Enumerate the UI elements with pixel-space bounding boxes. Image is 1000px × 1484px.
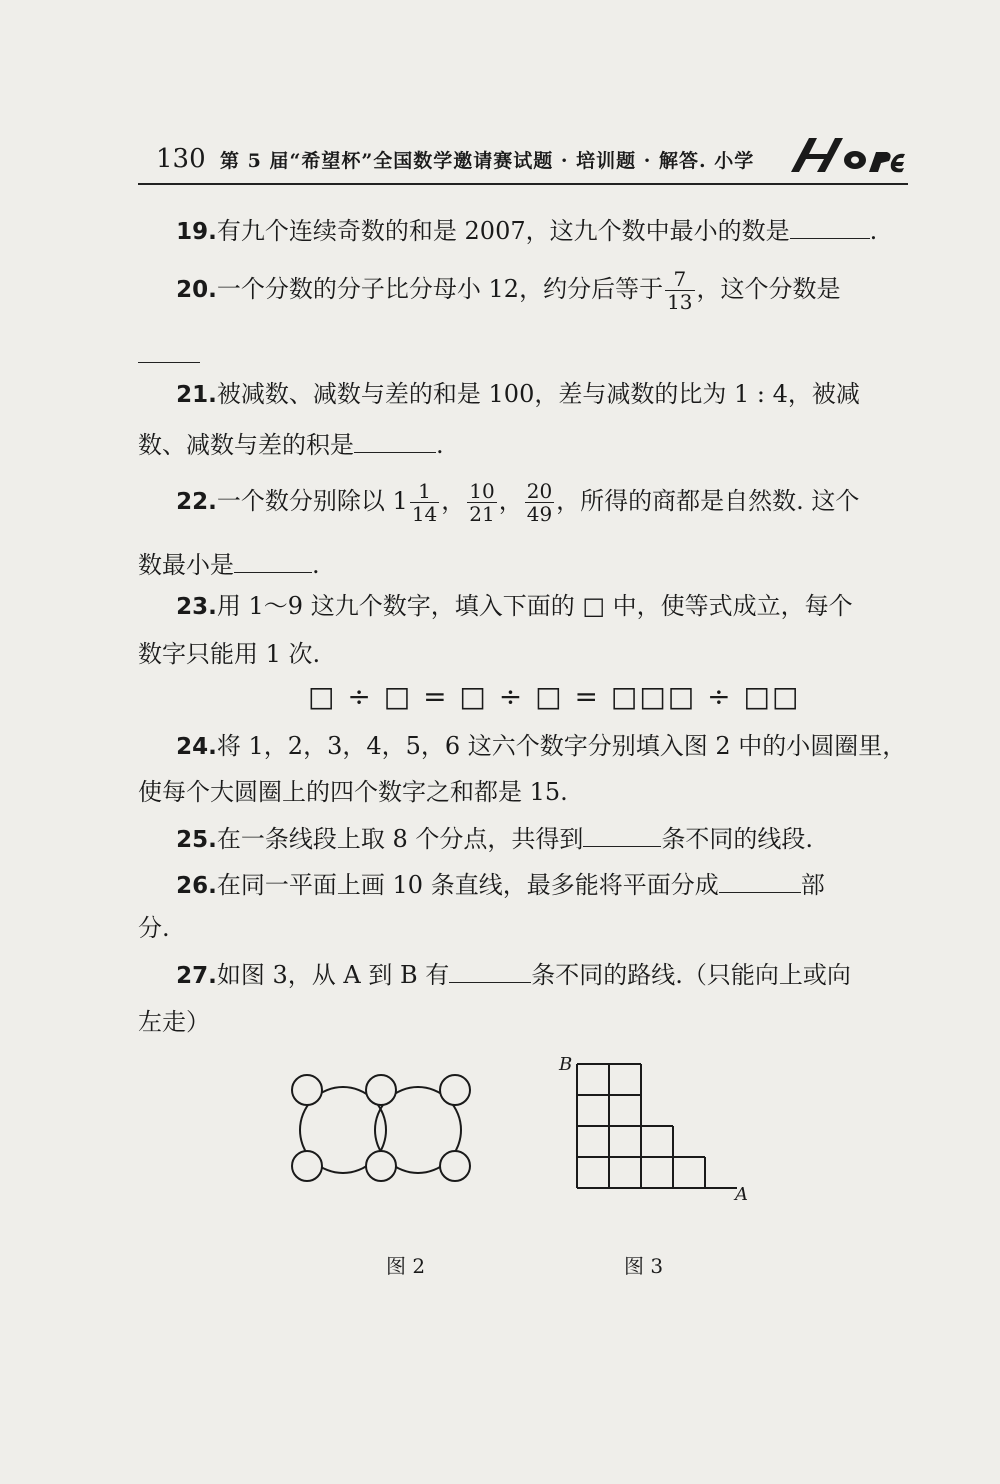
answer-blank — [449, 956, 531, 983]
fraction: $\frac{10}{21}$ — [469, 479, 495, 526]
fraction: $\frac{7}{13}$ — [667, 267, 693, 314]
question-23: 23.用 1～9 这九个数字，填入下面的 □ 中，使等式成立，每个 — [176, 592, 853, 620]
question-22-cont: 数最小是 . — [138, 546, 910, 581]
page-number: 130 — [156, 144, 206, 174]
logo-text: Hope — [793, 174, 796, 175]
question-20: 20.一个分数的分子比分母小 12，约分后等于 $\frac{7}{13}$ ，这个分数是 — [176, 267, 841, 314]
hope-logo — [783, 132, 908, 176]
question-26-cont: 分. — [138, 914, 170, 942]
fraction: $\frac{20}{49}$ — [526, 479, 553, 526]
question-20-blank-line — [138, 336, 910, 371]
answer-blank — [583, 820, 661, 847]
figure-3-grid — [555, 1050, 755, 1210]
header-title: 第 5 届“希望杯”全国数学邀请赛试题 · 培训题 · 解答. 小学 — [220, 150, 755, 172]
answer-blank — [719, 866, 801, 893]
equation: □ ÷ □ = □ ÷ □ = □□□ ÷ □□ — [308, 680, 801, 713]
question-24: 24.将 1，2，3，4，5，6 这六个数字分别填入图 2 中的小圆圈里， — [176, 732, 907, 760]
question-22: 22.一个数分别除以 1 $\frac{1}{14}$ ， $\frac{10}{21}$ ， $\frac{20}{49}$ ，所得的商都是自然数. 这个 — [176, 479, 860, 526]
point-b-label: B — [559, 1054, 573, 1075]
answer-blank — [790, 212, 870, 239]
answer-blank — [234, 546, 312, 573]
question-19: 19.有九个连续奇数的和是 2007，这九个数中最小的数是 . — [138, 212, 910, 248]
question-27: 27.如图 3，从 A 到 B 有 条不同的路线.（只能向上或向 — [138, 956, 910, 992]
answer-blank — [138, 336, 200, 363]
question-27-cont: 左走） — [138, 1008, 210, 1036]
page-header — [138, 130, 908, 188]
question-24-cont: 使每个大圆圈上的四个数字之和都是 15. — [138, 778, 568, 806]
header-rule — [138, 183, 908, 185]
answer-blank — [354, 426, 436, 453]
question-21-cont: 数、减数与差的积是 . — [138, 426, 910, 461]
question-26: 26.在同一平面上画 10 条直线，最多能将平面分成 部 — [138, 866, 910, 902]
question-25: 25.在一条线段上取 8 个分点，共得到 条不同的线段. — [138, 820, 910, 856]
question-21: 21.被减数、减数与差的和是 100，差与减数的比为 1 : 4，被减 — [176, 380, 860, 408]
figure-2-circles — [285, 1066, 485, 1190]
figure-2-label: 图 2 — [386, 1254, 426, 1278]
question-23-cont: 数字只能用 1 次. — [138, 640, 321, 668]
fraction: $\frac{1}{14}$ — [411, 479, 438, 526]
point-a-label: A — [735, 1184, 748, 1205]
figure-3-label: 图 3 — [624, 1254, 664, 1278]
